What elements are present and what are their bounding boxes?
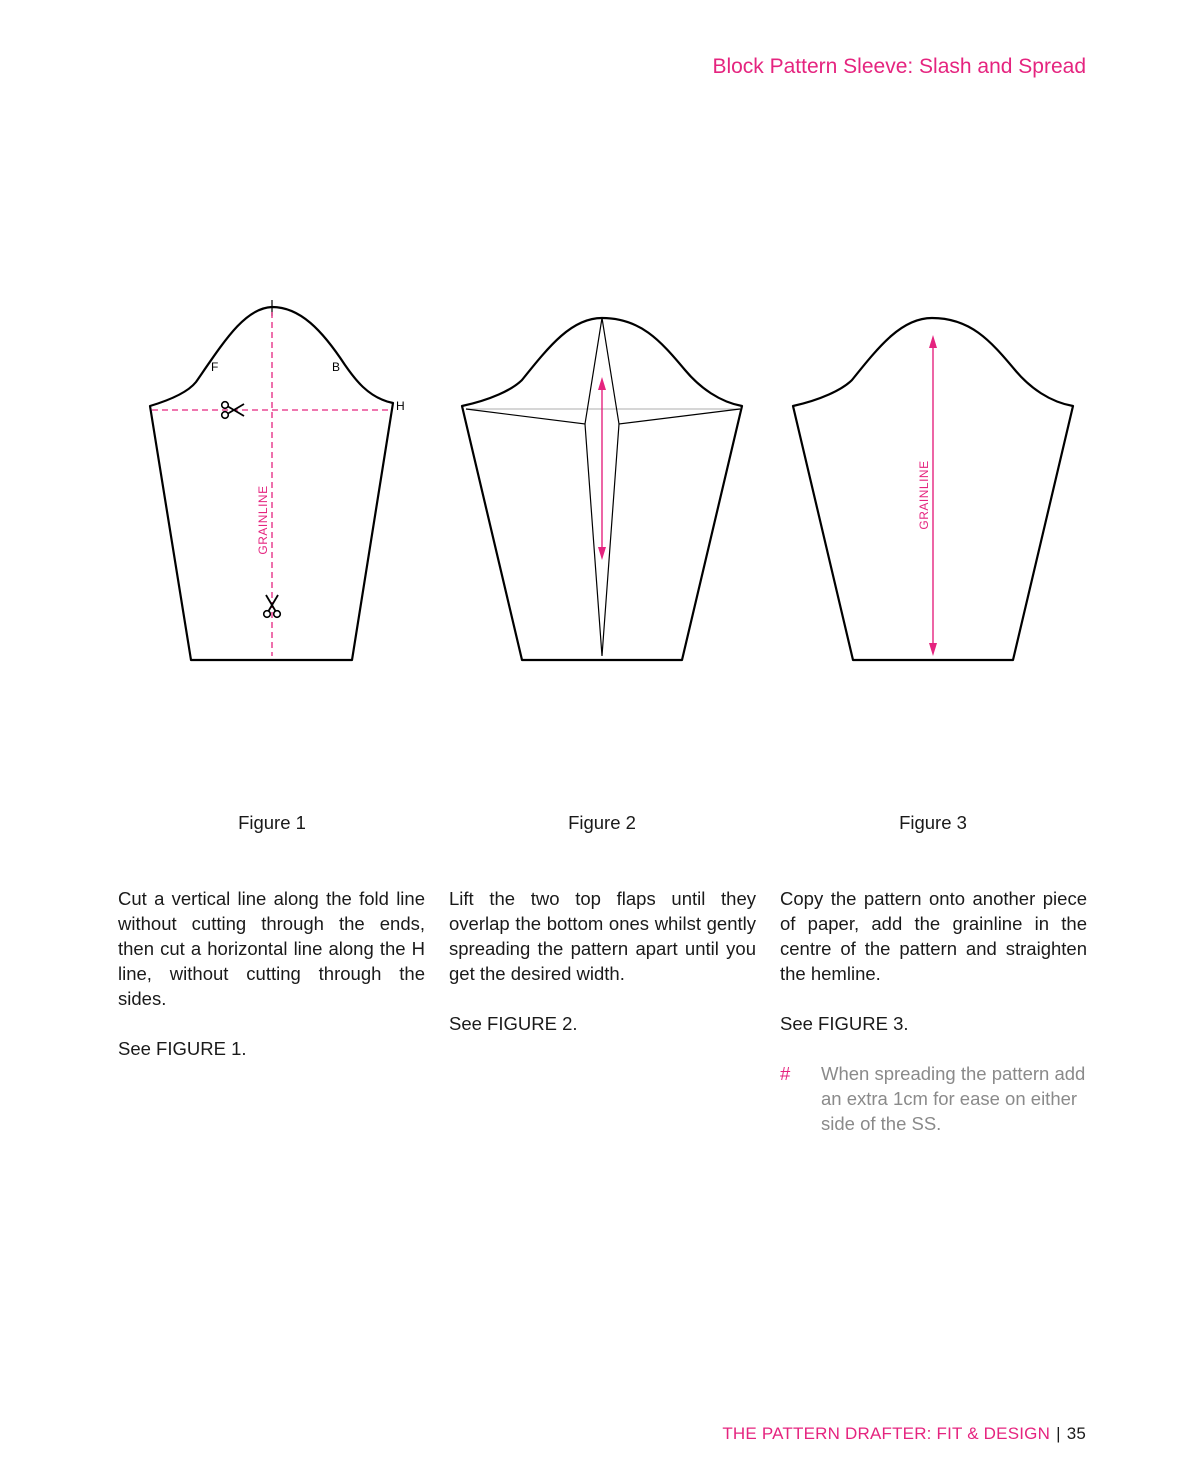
figure-1-sleeve bbox=[150, 300, 405, 660]
tip-note bbox=[780, 1061, 1087, 1136]
figure-1-caption: Figure 1 bbox=[238, 812, 306, 833]
hash-bullet-icon: # bbox=[780, 1063, 791, 1084]
figure-1-label-b: B bbox=[332, 360, 341, 374]
figure-3-grainline-label: GRAINLINE bbox=[917, 460, 931, 530]
figure-1-label-f: F bbox=[211, 360, 219, 374]
instruction-column-2 bbox=[449, 886, 756, 1061]
figure-reference: See FIGURE 1. bbox=[118, 1038, 247, 1059]
figure-2-caption: Figure 2 bbox=[568, 812, 636, 833]
figure-reference: See FIGURE 3. bbox=[780, 1013, 909, 1034]
figure-2-sleeve bbox=[462, 318, 742, 660]
figure-1-label-h: H bbox=[396, 399, 405, 413]
figure-reference: See FIGURE 2. bbox=[449, 1013, 578, 1034]
footer-book-title: THE PATTERN DRAFTER: FIT & DESIGN bbox=[722, 1424, 1051, 1443]
instruction-text: Cut a vertical line along the fold line without cutting through the ends, then cut a horizontal line along the H line, without cutting through the sides. bbox=[118, 888, 425, 1009]
instruction-column-3 bbox=[780, 886, 1087, 1136]
figure-1-grainline-label: GRAINLINE bbox=[256, 485, 270, 555]
footer-separator: | bbox=[1056, 1424, 1061, 1443]
page-number: 35 bbox=[1066, 1424, 1086, 1443]
figure-2-left-flap bbox=[466, 318, 602, 424]
page-header-title: Block Pattern Sleeve: Slash and Spread bbox=[712, 55, 1086, 78]
instruction-text: Lift the two top flaps until they overlap the bottom ones whilst gently spreading the pattern apart until you get the desired width. bbox=[449, 888, 756, 984]
tip-text: When spreading the pattern add an extra 1cm for ease on either side of the SS. bbox=[821, 1063, 1086, 1134]
page-footer bbox=[722, 1424, 1086, 1444]
instruction-column-1 bbox=[118, 886, 425, 1086]
figure-3-caption: Figure 3 bbox=[899, 812, 967, 833]
figure-3-sleeve bbox=[793, 318, 1073, 660]
figure-2-right-flap bbox=[602, 318, 740, 424]
instruction-text: Copy the pattern onto another piece of paper, add the grainline in the centre of the pattern and straighten the hemline. bbox=[780, 888, 1087, 984]
